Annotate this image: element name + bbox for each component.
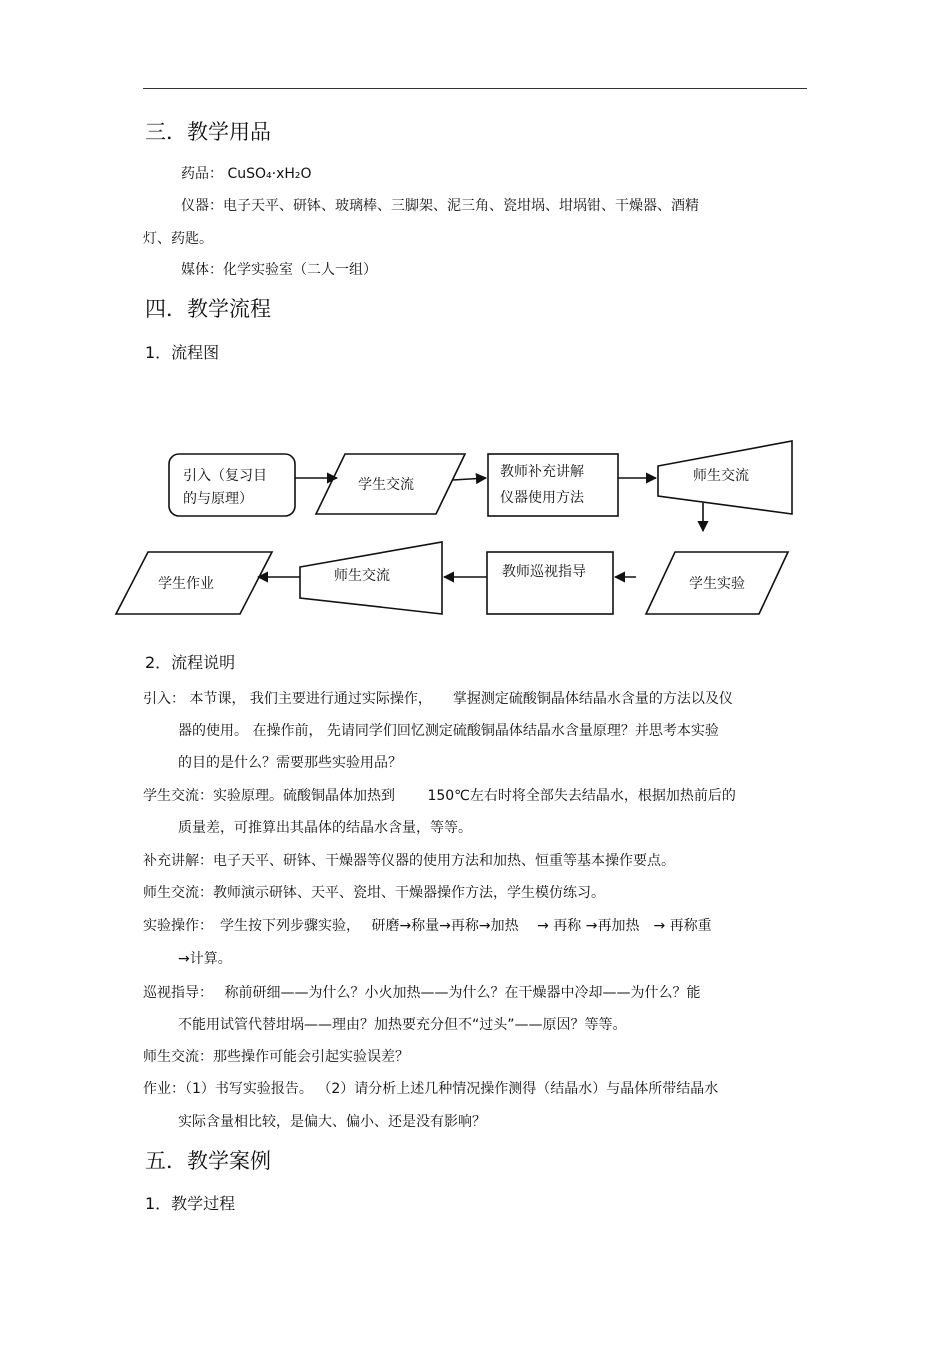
- flow-teacher-explain-box: [488, 454, 618, 516]
- flow-teacher-explain-line1: 教师补充讲解: [500, 464, 584, 480]
- flow-teacher-patrol-label: 教师巡视指导: [502, 564, 586, 580]
- flow-teacher-explain-line2: 仪器使用方法: [500, 490, 584, 506]
- flow-arrow-2: [453, 478, 486, 480]
- desc-operation-2: →计算。: [178, 951, 232, 967]
- desc-intro-1: 引入： 本节课， 我们主要进行通过实际操作， 掌握测定硫酸铜晶体结晶水含量的方法以及仪: [143, 691, 733, 707]
- desc-ts-exchange-2: 师生交流：那些操作可能会引起实验误差？: [143, 1049, 409, 1065]
- desc-exchange-2: 质量差，可推算出其晶体的结晶水含量，等等。: [178, 820, 472, 836]
- desc-homework-2: 实际含量相比较，是偏大、偏小、还是没有影响？: [178, 1114, 486, 1130]
- section-4-heading: 四．教学流程: [145, 297, 271, 321]
- flow-student-exchange-shape: [316, 454, 465, 514]
- instruments-line-1: 仪器：电子天平、研钵、玻璃棒、三脚架、泥三角、瓷坩埚、坩埚钳、干燥器、酒精: [181, 198, 699, 214]
- flow-student-exchange-label: 学生交流: [358, 477, 414, 493]
- desc-homework-1: 作业：（1）书写实验报告。 （2）请分析上述几种情况操作测得（结晶水）与晶体所带结晶水: [143, 1081, 719, 1097]
- flow-ts-exchange-bottom-shape: [300, 542, 442, 614]
- flow-teacher-patrol-box: [487, 552, 613, 614]
- flow-description-subheading: 2．流程说明: [145, 653, 236, 672]
- desc-patrol-1: 巡视指导： 称前研细——为什么？小火加热——为什么？在干燥器中冷却——为什么？能: [143, 985, 701, 1001]
- flow-student-homework-label: 学生作业: [158, 576, 214, 592]
- teaching-process-subheading: 1．教学过程: [145, 1194, 236, 1213]
- instruments-line-2: 灯、药匙。: [143, 231, 213, 247]
- flow-ts-exchange-top-shape: [658, 441, 792, 514]
- desc-patrol-2: 不能用试管代替坩埚——理由？加热要充分但不“过头”——原因？等等。: [178, 1017, 627, 1033]
- desc-ts-exchange: 师生交流：教师演示研钵、天平、瓷坩、干燥器操作方法，学生模仿练习。: [143, 885, 605, 901]
- flow-student-experiment-label: 学生实验: [689, 576, 745, 592]
- desc-supplement: 补充讲解：电子天平、研钵、干燥器等仪器的使用方法和加热、恒重等基本操作要点。: [143, 853, 675, 869]
- flow-intro-line2: 的与原理）: [183, 491, 253, 507]
- drugs-line: 药品： CuSO₄·xH₂O: [181, 166, 312, 182]
- desc-exchange-1: 学生交流：实验原理。硫酸铜晶体加热到 150℃左右时将全部失去结晶水，根据加热前后的: [143, 788, 736, 804]
- media-line: 媒体：化学实验室（二人一组）: [181, 262, 377, 278]
- desc-operation-1: 实验操作： 学生按下列步骤实验， 研磨→称量→再称→加热 → 再称 →再加热 → 再称重: [143, 918, 712, 934]
- flow-intro-box: [169, 454, 295, 516]
- flowchart-subheading: 1．流程图: [145, 343, 220, 362]
- flow-ts-exchange-top-label: 师生交流: [693, 468, 749, 484]
- flow-intro-line1: 引入（复习目: [183, 468, 267, 484]
- section-3-heading: 三．教学用品: [145, 120, 271, 144]
- header-rule: [143, 88, 807, 89]
- desc-intro-2: 器的使用。 在操作前， 先请同学们回忆测定硫酸铜晶体结晶水含量原理？并思考本实验: [178, 723, 719, 739]
- flow-ts-exchange-bottom-label: 师生交流: [334, 568, 390, 584]
- flow-student-homework-shape: [116, 552, 272, 614]
- flow-student-experiment-shape: [646, 552, 788, 614]
- section-5-heading: 五．教学案例: [145, 1149, 271, 1173]
- desc-intro-3: 的目的是什么？需要那些实验用品？: [178, 755, 402, 771]
